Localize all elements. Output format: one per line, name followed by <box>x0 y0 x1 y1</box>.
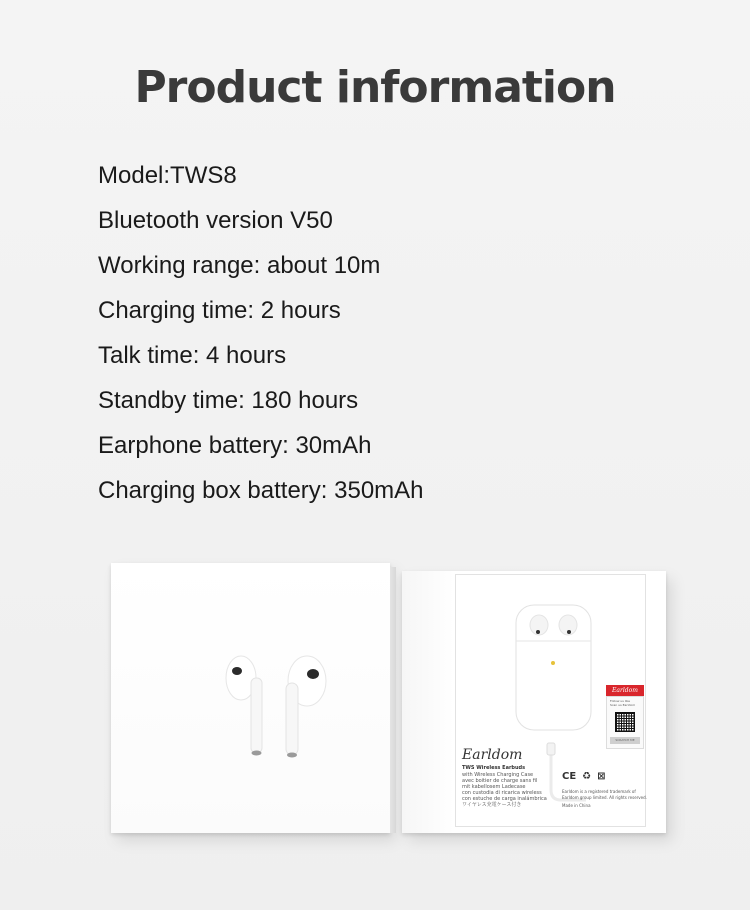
sticker-text: Follow us like <box>610 699 630 703</box>
package-line: ワイヤレス充電ケース付き <box>462 802 522 808</box>
package-line: avec boitier de charge sans fil <box>462 778 538 784</box>
qr-sticker <box>606 696 644 749</box>
spec-charging-time: Charging time: 2 hours <box>98 297 341 324</box>
package-line: with Wireless Charging Case <box>462 772 534 778</box>
box-back-panel <box>455 574 646 827</box>
package-line: con custodia di ricarica wireless <box>462 790 542 796</box>
trademark-line: Earldom is a registered trademark of <box>562 789 636 794</box>
page-title: Product information <box>134 62 616 113</box>
spec-bluetooth: Bluetooth version V50 <box>98 207 333 234</box>
certification-row <box>562 771 606 782</box>
origin-line: Made in China <box>562 803 591 808</box>
box-front-image <box>111 563 390 833</box>
box-side-panel <box>402 571 454 833</box>
package-line: mit kabellosem Ladecase <box>462 784 526 790</box>
trademark-line: Earldom group limited. All rights reserved. <box>562 795 647 800</box>
spec-box-battery: Charging box battery: 350mAh <box>98 477 424 504</box>
ce-mark-icon: CE <box>562 771 577 782</box>
qr-code-icon <box>615 712 635 732</box>
scratch-label: SCRATCH ME <box>610 737 640 744</box>
spec-standby-time: Standby time: 180 hours <box>98 387 359 414</box>
package-line: con estuche de carga inalámbrica <box>462 796 547 802</box>
spec-talk-time: Talk time: 4 hours <box>98 342 287 369</box>
spec-list <box>98 160 424 520</box>
package-product-name: TWS Wireless Earbuds <box>462 765 526 771</box>
sticker-text: Scan us Earldom <box>610 703 636 707</box>
weee-bin-icon: ⊠ <box>597 771 606 782</box>
earbuds-illustration <box>111 563 390 833</box>
recycle-icon: ♻ <box>582 771 592 782</box>
spec-range: Working range: about 10m <box>98 252 381 279</box>
spec-model: Model:TWS8 <box>98 162 237 189</box>
brand-label: Earldom <box>606 685 644 696</box>
spec-earphone-battery: Earphone battery: 30mAh <box>98 432 372 459</box>
brand-logo: Earldom <box>462 747 523 763</box>
box-back-image <box>402 571 666 833</box>
